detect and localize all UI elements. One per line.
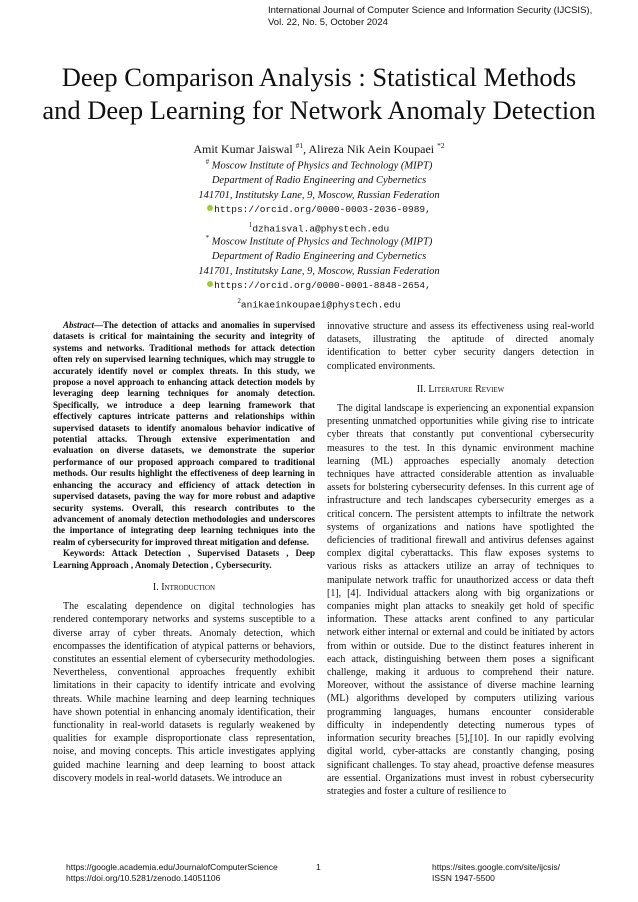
affiliation-2-orcid-link[interactable]: https://orcid.org/0000-0001-8848-2654, bbox=[214, 280, 431, 291]
abstract-text: —The detection of attacks and anomalies in supervised datasets is critical for maintaining the security and integrity of systems and networks. Traditional methods for attack detection often rely on supervised learning techniques, which may struggle to accurately identify novel or complex threats. In this study, we propose a novel approach to enhancing attack detection models by leveraging deep learning techniques for anomaly detection. Specifically, we introduce a deep learning framework that effectively captures intricate patterns and relationships within supervised datasets to identify anomalous behavior indicative of potential attacks. Through extensive experimentation and evaluation on diverse datasets, we demonstrate the superior performance of our proposed approach compared to traditional methods. Our results highlight the effectiveness of deep learning in enhancing the accuracy and efficiency of attack detection in supervised datasets, paving the way for more robust and adaptive security systems. Overall, this research contributes to the advancement of anomaly detection methodologies and underscores the importance of integrating deep learning techniques into the realm of cybersecurity for improved threat mitigation and defense. bbox=[53, 320, 315, 547]
introduction-paragraph: The escalating dependence on digital technologies has rendered contemporary networks and systems susceptible to a diverse array of cyber threats. Anomaly detection, which encompasses the identification of atypical patterns or behaviors, constitutes an essential element of cybersecurity methodologies. Nevertheless, conventional approaches frequently exhibit limitations in their capacity to identify intricate and evolving threats. While machine learning and deep learning techniques have shown potential in enhancing anomaly identification, their functionality in real-world datasets is regularly weakened by qualities for example disproportionate class representation, noise, and moving concepts. This article investigates applying guided machine learning and deep learning to boost attack discovery models in real-world datasets. We introduce an bbox=[53, 601, 315, 784]
author-1-marker: #1 bbox=[295, 141, 304, 150]
right-column bbox=[327, 320, 594, 798]
title-line-2: and Deep Learning for Network Anomaly Detection bbox=[42, 95, 596, 125]
author-list bbox=[0, 139, 638, 156]
footer-academia-link[interactable]: https://google.academia.edu/JournalofComputerScience bbox=[66, 862, 278, 872]
keywords-label: Keywords: bbox=[63, 548, 105, 559]
orcid-icon bbox=[207, 281, 213, 287]
affiliation-1-email[interactable]: dzhaisval.a@phystech.edu bbox=[252, 223, 390, 234]
journal-volume: Vol. 22, No. 5, October 2024 bbox=[268, 17, 388, 28]
keywords-text: Attack Detection , Supervised Datasets , Deep Learning Approach , Anomaly Detection , Cybersecurity. bbox=[53, 548, 315, 570]
affiliation-2-address: 141701, Institutsky Lane, 9, Moscow, Russian Federation bbox=[198, 265, 440, 277]
footer-issn: ISSN 1947-5500 bbox=[432, 873, 495, 883]
footer-right bbox=[432, 862, 560, 884]
title-line-1: Deep Comparison Analysis : Statistical Methods bbox=[61, 62, 577, 92]
affiliation-2-marker: * bbox=[205, 234, 210, 242]
abstract bbox=[53, 320, 315, 548]
affiliation-2-institute: Moscow Institute of Physics and Technology (MIPT) bbox=[209, 236, 433, 248]
abstract-label: Abstract bbox=[63, 320, 95, 330]
affiliation-1-email-marker: 1 bbox=[248, 220, 253, 229]
orcid-icon bbox=[207, 205, 213, 211]
author-separator: , bbox=[303, 142, 309, 156]
affiliation-1-address: 141701, Institutsky Lane, 9, Moscow, Russian Federation bbox=[198, 189, 440, 201]
affiliation-1-orcid-link[interactable]: https://orcid.org/0000-0003-2036-0989, bbox=[214, 204, 431, 215]
introduction-continuation: innovative structure and assess its effectiveness using real-world datasets, illustrating the aptitude of directed anomaly identification to better cyber security dangers detection in complicated environments. bbox=[327, 321, 594, 372]
journal-name: International Journal of Computer Science and Information Security (IJCSIS), bbox=[268, 5, 593, 16]
affiliation-2-department: Department of Radio Engineering and Cybernetics bbox=[211, 251, 427, 262]
affiliation-1-institute: Moscow Institute of Physics and Technology (MIPT) bbox=[209, 160, 433, 172]
keywords bbox=[53, 548, 315, 571]
footer-site-link[interactable]: https://sites.google.com/site/ijcsis/ bbox=[432, 862, 561, 872]
affiliation-1-department: Department of Radio Engineering and Cybernetics bbox=[211, 175, 427, 186]
paper-title bbox=[20, 61, 618, 127]
affiliation-2-email[interactable]: anikaeinkoupaei@phystech.edu bbox=[240, 299, 401, 310]
page-number: 1 bbox=[316, 862, 321, 872]
left-column bbox=[53, 320, 315, 785]
footer-doi-link[interactable]: https://doi.org/10.5281/zenodo.14051106 bbox=[66, 873, 221, 883]
author-2: Alireza Nik Aein Koupaei bbox=[308, 142, 435, 156]
section-heading-literature-review: II. Literature Review bbox=[416, 383, 505, 395]
affiliation-2-email-marker: 2 bbox=[237, 296, 241, 305]
author-2-marker: *2 bbox=[437, 141, 445, 150]
affiliation-1-marker: # bbox=[205, 158, 210, 166]
footer-left bbox=[66, 862, 278, 884]
section-heading-introduction: I. Introduction bbox=[152, 581, 216, 593]
journal-header bbox=[268, 5, 628, 29]
author-1: Amit Kumar Jaiswal bbox=[193, 142, 293, 156]
affiliation-1 bbox=[0, 155, 638, 237]
literature-review-paragraph: The digital landscape is experiencing an exponential expansion presenting unmatched opportunities while giving rise to intricate cyber threats that constantly put conventional cybersecurity measures to the test. In this dynamic environment machine learning (ML) approaches especially anomaly detection techniques have attracted considerable attention as invaluable assets for bolstering cybersecurity defenses. In this current age of infrastructure and tech landscapes cybersecurity emerges as a critical concern. The persistent attempts to infiltrate the network systems of organizations and nations have spotlighted the deficiencies of traditional firewall and antivirus defenses against complex digital cyberattacks. This flaw exposes systems to various risks as attackers utilize an array of techniques to manipulate network traffic for unauthorized access or data theft [1], [4]. Individual attackers along with big organizations or companies might plan attacks to sneakily get hold of specific information. These attacks arent confined to any particular network either internal or external and could be initiated by actors from within or outside. Due to the distinct features inherent in each attack, distinguishing between them poses a significant challenge, making it arduous to comprehend their nature. Moreover, without the assistance of diverse machine learning (ML) algorithms developed by computers utilizing various programming languages, humans encounter considerable difficulty in independently detecting numerous types of information security breaches [5],[10]. In our rapidly evolving digital world, cyber-attacks are constantly changing, posing significant challenges. To stay ahead, proactive defense measures are essential. Organizations must invest in robust cybersecurity strategies and foster a culture of resilience to bbox=[327, 403, 594, 797]
affiliation-2 bbox=[0, 231, 638, 313]
